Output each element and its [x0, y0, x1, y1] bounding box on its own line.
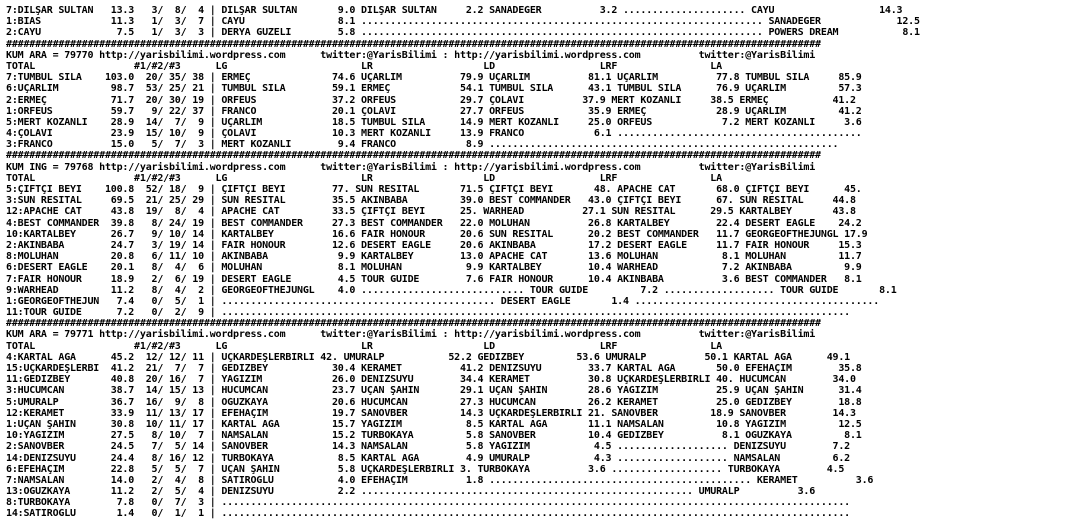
document-line: KUM ARA = 79770 http://yarisbilimi.wordpress.com twitter:@YarisBilimi : http://yarisbilimi.wordpress.com twitter:@YarisBilimi: [6, 49, 816, 61]
document-line: 7:FAIR HONOUR 18.9 2/ 6/ 19 | DESERT EAGLE 4.5 TOUR GUIDE 7.6 FAIR HONOUR 10.4 AKINBABA 3.6 BEST COMMANDER 8.1: [6, 273, 862, 285]
document-line: 8:TURBOKAYA 7.8 0/ 7/ 3 | ............................................................................................................: [6, 497, 850, 509]
document-line: 1:ORFEUS 59.7 9/ 22/ 37 | FRANCO 20.1 ÇOLAVI 27.7 ORFEUS 35.9 ERMEÇ 28.9 UÇARLIM 41.2: [6, 105, 862, 117]
document-line: 5:ÇİFTÇİ BEYİ 100.8 52/ 18/ 9 | ÇİFTÇİ BEYİ 77. SUN RESITAL 71.5 ÇİFTÇİ BEYİ 48. APACHE CAT 68.0 ÇİFTÇİ BEYİ 45.: [6, 184, 862, 195]
document-line: 11:GEDİZBEY 40.8 20/ 16/ 7 | YAĞIZIM 26.0 DENİZSUYU 34.4 KERAMET 30.8 ÜÇKARDEŞLERBİRLİ 40. HÜCUMCAN 34.0: [6, 374, 856, 386]
document-line: ############################################################################################################################################: [6, 150, 821, 162]
document-line: 7:DİLŞAR SULTAN 13.3 3/ 8/ 4 | DİLŞAR SULTAN 9.0 DİLŞAR SULTAN 2.2 SANADEĞER 3.2 ..................... CAYU 14.3: [6, 5, 903, 16]
document-line: 3:SUN RESITAL 69.5 21/ 25/ 29 | SUN RESITAL 35.5 AKINBABA 39.0 BEST COMMANDER 43.0 ÇİFTÇİ BEYİ 67. SUN RESITAL 44.8: [6, 195, 856, 207]
document-line: 15:ÜÇKARDEŞLERBİ 41.2 21/ 7/ 7 | GEDİZBEY 30.4 KERAMET 41.2 DENİZSUYU 33.7 KARTAL AĞA 50.0 EFEHAÇIM 35.8: [6, 363, 862, 374]
document-line: 7:TUMBUL SILA 103.0 20/ 35/ 38 | ERMEÇ 74.6 UÇARLIM 79.9 UÇARLIM 81.1 UÇARLIM 77.8 TUMBUL SILA 85.9: [6, 72, 862, 84]
document-line: 3:HÜCUMCAN 38.7 14/ 15/ 13 | HÜCUMCAN 23.7 UÇAN ŞAHİN 29.1 UÇAN ŞAHİN 28.6 YAĞIZIM 25.9 UÇAN ŞAHİN 31.4: [6, 385, 862, 397]
document-line: 4:KARTAL AĞA 45.2 12/ 12/ 11 | ÜÇKARDEŞLERBİRLİ 42. UMURALP 52.2 GEDİZBEY 53.6 UMURALP 50.1 KARTAL AĞA 49.1: [6, 351, 850, 363]
document-line: 9:WARHEAD 11.2 8/ 4/ 2 | GEORGEOFTHEJUNGL 4.0 ............................ TOUR GUIDE 7.2 ................... TOUR GUIDE 8.1: [6, 284, 897, 296]
document-line: 2:SANOVBER 24.5 7/ 5/ 14 | SANOVBER 14.3 NAMSALAN 5.8 YAĞIZIM 4.5 ................... DENİZSUYU 7.2: [6, 441, 850, 453]
document-line: 5:UMURALP 36.7 16/ 9/ 8 | OĞUZKAYA 20.6 HÜCUMCAN 27.3 HÜCUMCAN 26.2 KERAMET 25.0 GEDİZBEY 18.8: [6, 396, 862, 408]
document-line: 11:TOUR GUIDE 7.2 0/ 2/ 9 | ............................................................................................................: [6, 307, 850, 319]
document-line: 10:KARTALBEY 26.7 9/ 10/ 14 | KARTALBEY 16.6 FAIR HONOUR 20.6 SUN RESITAL 20.2 BEST COMMANDER 11.7 GEORGEOFTHEJUNGL 17.9: [6, 228, 868, 240]
document-line: TOTAL #1/#2/#3 LG LR LD LRF LA: [6, 340, 722, 352]
document-line: 3:FRANCO 15.0 5/ 7/ 3 | MERT KOZANLI 9.4 FRANCO 8.9 ............................................................: [6, 139, 839, 151]
document-line: ############################################################################################################################################: [6, 38, 821, 50]
document-line: 6:DESERT EAGLE 20.1 8/ 4/ 6 | MOLUHAN 8.1 MOLUHAN 9.9 KARTALBEY 10.4 WARHEAD 7.2 AKINBABA 9.9: [6, 262, 862, 274]
document-line: 5:MERT KOZANLI 28.9 14/ 7/ 9 | UÇARLIM 18.5 TUMBUL SILA 14.9 MERT KOZANLI 25.0 ORFEUS 7.2 MERT KOZANLI 3.6: [6, 116, 862, 128]
document-line: 14:DENİZSUYU 24.4 8/ 16/ 12 | TURBOKAYA 8.5 KARTAL AĞA 4.9 UMURALP 4.3 ................... NAMSALAN 6.2: [6, 452, 850, 464]
document-line: 14:SATIROĞLU 1.4 0/ 1/ 1 | ............................................................................................................: [6, 508, 850, 520]
document-line: 1:UÇAN ŞAHİN 30.8 10/ 11/ 17 | KARTAL AĞA 15.7 YAĞIZIM 8.5 KARTAL AĞA 11.1 NAMSALAN 10.8 YAĞIZIM 12.5: [6, 418, 862, 430]
document-line: 4:ÇOLAVI 23.9 15/ 10/ 9 | ÇOLAVI 10.3 MERT KOZANLI 13.9 FRANCO 6.1 ..........................................: [6, 128, 862, 140]
document-line: 13:OĞUZKAYA 11.2 2/ 5/ 4 | DENİZSUYU 2.2 ......................................................... UMURALP 3.6: [6, 486, 816, 498]
document-line: 1:BIAS 11.3 1/ 3/ 7 | CAYU 8.1 ..................................................................... SANADEĞER 12.5: [6, 16, 920, 28]
document-line: ############################################################################################################################################: [6, 318, 821, 330]
document-line: KUM ARA = 79771 http://yarisbilimi.wordpress.com twitter:@YarisBilimi : http://yarisbilimi.wordpress.com twitter:@YarisBilimi: [6, 329, 816, 341]
document-line: 1:GEORGEOFTHEJUN 7.4 0/ 5/ 1 | ............................................... DESERT EAGLE 1.4 ..........................................: [6, 295, 880, 307]
document-line: 6:EFEHAÇIM 22.8 5/ 5/ 7 | UÇAN ŞAHİN 5.8 ÜÇKARDEŞLERBİRLİ 3. TURBOKAYA 3.6 ................... TURBOKAYA 4.5: [6, 463, 845, 475]
document-line: 7:NAMSALAN 14.0 2/ 4/ 8 | SATIROĞLU 4.0 EFEHAÇIM 1.8 ............................................. KERAMET 3.6: [6, 474, 874, 486]
document-line: 2:AKINBABA 24.7 3/ 19/ 14 | FAIR HONOUR 12.6 DESERT EAGLE 20.6 AKINBABA 17.2 DESERT EAGLE 11.7 FAIR HONOUR 15.3: [6, 239, 862, 251]
document-line: KUM ING = 79768 http://yarisbilimi.wordpress.com twitter:@YarisBilimi : http://yarisbilimi.wordpress.com twitter:@YarisBilimi: [6, 161, 816, 173]
document-line: 2:CAYU 7.5 1/ 3/ 3 | DERYA GÜZELİ 5.8 ..................................................................... POWERS DREAM 8.1: [6, 27, 920, 39]
document-line: 12:KERAMET 33.9 11/ 13/ 17 | EFEHAÇIM 19.7 SANOVBER 14.3 ÜÇKARDEŞLERBİRLİ 21. SANOVBER 18.9 SANOVBER 14.3: [6, 407, 856, 419]
document-line: 8:MOLUHAN 20.8 6/ 11/ 10 | AKINBABA 9.9 KARTALBEY 13.0 APACHE CAT 13.6 MOLUHAN 8.1 MOLUHAN 11.7: [6, 251, 862, 263]
document-line: TOTAL #1/#2/#3 LG LR LD LRF LA: [6, 172, 722, 184]
document-line: 10:YAĞIZIM 27.5 8/ 10/ 7 | NAMSALAN 15.2 TURBOKAYA 5.8 SANOVBER 10.4 GEDİZBEY 8.1 OĞUZKAYA 8.1: [6, 430, 862, 442]
document-line: 12:APACHE CAT 43.8 19/ 8/ 4 | APACHE CAT 33.5 ÇİFTÇİ BEYİ 25. WARHEAD 27.1 SUN RESITAL 29.5 KARTALBEY 43.8: [6, 206, 856, 218]
document-line: 4:BEST COMMANDER 39.8 8/ 24/ 19 | BEST COMMANDER 27.3 BEST COMMANDER 22.0 MOLUHAN 26.8 KARTALBEY 22.4 DESERT EAGLE 24.2: [6, 217, 862, 229]
document-line: 6:UÇARLIM 98.7 53/ 25/ 21 | TUMBUL SILA 59.1 ERMEÇ 54.1 TUMBUL SILA 43.1 TUMBUL SILA 76.9 UÇARLIM 57.3: [6, 83, 862, 95]
document-line: 2:ERMEÇ 71.7 20/ 30/ 19 | ORFEUS 37.2 ORFEUS 29.7 ÇOLAVI 37.9 MERT KOZANLI 38.5 ERMEÇ 41.2: [6, 94, 856, 106]
document-line: TOTAL #1/#2/#3 LG LR LD LRF LA: [6, 60, 722, 72]
